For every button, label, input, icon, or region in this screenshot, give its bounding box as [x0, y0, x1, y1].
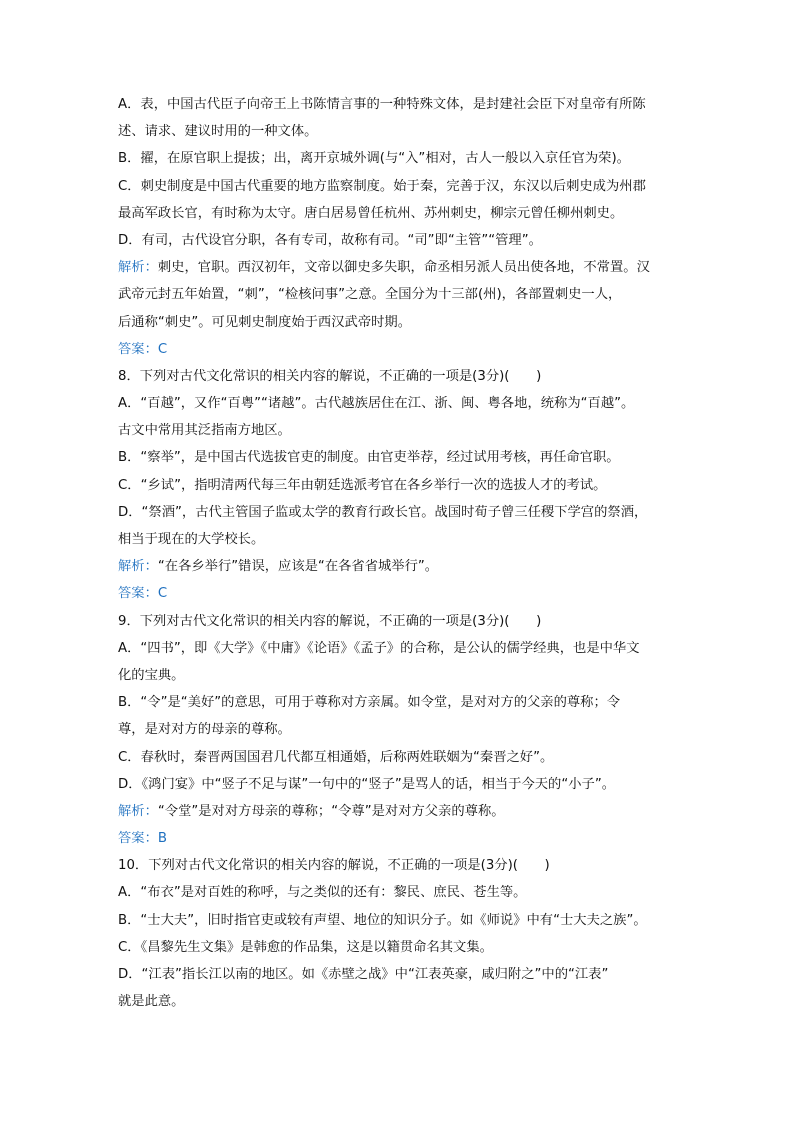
analysis-label: 解析：	[118, 803, 158, 819]
answer-line	[118, 825, 680, 852]
text-line: D．有司，古代设官分职，各有专司，故称有司。“司”即“主管”“管理”。	[118, 232, 542, 248]
text-line: 古文中常用其泛指南方地区。	[118, 423, 291, 439]
analysis-line	[118, 553, 680, 580]
text-line: 最高军政长官，有时称为太守。唐白居易曾任杭州、苏州刺史，柳宗元曾任柳州刺史。	[118, 205, 624, 221]
text-line: A．“百越”，又作“百粤”“诸越”。古代越族居住在江、浙、闽、粤各地，统称为“百越”。	[118, 396, 635, 412]
text-line: B．“令”是“美好”的意思，可用于尊称对方亲属。如令堂，是对对方的父亲的尊称；令	[118, 695, 621, 711]
text-line: 就是此意。	[118, 994, 185, 1010]
text-line: D．“祭酒”，古代主管国子监或太学的教育行政长官。战国时荀子曾三任稷下学宫的祭酒，	[118, 504, 648, 520]
analysis-text: 刺史，官职。西汉初年，文帝以御史多失职，命丞相另派人员出使各地，不常置。汉	[157, 260, 650, 276]
answer-text: C	[157, 586, 168, 602]
answer-label: 答案：	[118, 831, 158, 847]
answer-label: 答案：	[118, 586, 158, 602]
answer-label: 答案：	[118, 341, 158, 357]
text-line: 化的宝典。	[118, 667, 185, 683]
text-line: 相当于现在的大学校长。	[118, 532, 265, 547]
text-line: A．“布衣”是对百姓的称呼，与之类似的还有：黎民、庶民、苍生等。	[118, 885, 527, 901]
text-line: B．“察举”，是中国古代选拔官吏的制度。由官吏举荐，经过试用考核，再任命官职。	[118, 450, 620, 466]
text-line: 述、请求、建议时用的一种文体。	[118, 124, 318, 140]
document-body	[118, 91, 680, 1015]
analysis-label: 解析：	[118, 559, 158, 575]
analysis-text: “令堂”是对对方母亲的尊称；“令尊”是对对方父亲的尊称。	[157, 803, 505, 819]
text-line: C．刺史制度是中国古代重要的地方监察制度。始于秦，完善于汉，东汉以后刺史成为州郡	[118, 178, 646, 194]
text-line: C．“乡试”，指明清两代每三年由朝廷选派考官在各乡举行一次的选拔人才的考试。	[118, 477, 607, 493]
text-line: D．《鸿门宴》中“竖子不足与谋”一句中的“竖子”是骂人的话，相当于今天的“小子”。	[118, 776, 616, 792]
text-line: 10．下列对古代文化常识的相关内容的解说，不正确的一项是(3分)( )	[118, 858, 550, 874]
answer-line	[118, 580, 680, 607]
text-line: 后通称“刺史”。可见刺史制度始于西汉武帝时期。	[118, 314, 412, 330]
analysis-text: “在各乡举行”错误，应该是“在各省省城举行”。	[157, 559, 439, 575]
analysis-line	[118, 798, 680, 825]
text-line: B．“士大夫”，旧时指官吏或较有声望、地位的知识分子。如《师说》中有“士大夫之族”。	[118, 912, 647, 928]
answer-line	[118, 336, 680, 363]
text-line: C．《昌黎先生文集》是韩愈的作品集，这是以籍贯命名其文集。	[118, 939, 493, 955]
text-line: D．“江表”指长江以南的地区。如《赤壁之战》中“江表英豪，咸归附之”中的“江表”	[118, 967, 609, 982]
text-line: A．“四书”，即《大学》《中庸》《论语》《孟子》的合称，是公认的儒学经典，也是中华文	[118, 640, 640, 656]
answer-text: B	[157, 831, 168, 847]
text-line: 武帝元封五年始置，“刺”，“检核问事”之意。全国分为十三部(州)，各部置刺史一人，	[118, 287, 622, 303]
text-line: 9．下列对古代文化常识的相关内容的解说，不正确的一项是(3分)( )	[118, 613, 542, 629]
text-line: 尊，是对对方的母亲的尊称。	[118, 722, 291, 738]
analysis-line	[118, 254, 680, 281]
text-line: A．表，中国古代臣子向帝王上书陈情言事的一种特殊文体，是封建社会臣下对皇帝有所陈	[118, 97, 646, 112]
text-line: 8．下列对古代文化常识的相关内容的解说，不正确的一项是(3分)( )	[118, 368, 542, 384]
text-line: B．擢，在原官职上提拔；出，离开京城外调(与“入”相对，古人一般以入京任官为荣)。	[118, 151, 630, 167]
answer-text: C	[157, 341, 168, 357]
text-line: C．春秋时，秦晋两国国君几代都互相通婚，后称两姓联姻为“秦晋之好”。	[118, 749, 554, 765]
analysis-label: 解析：	[118, 260, 158, 276]
